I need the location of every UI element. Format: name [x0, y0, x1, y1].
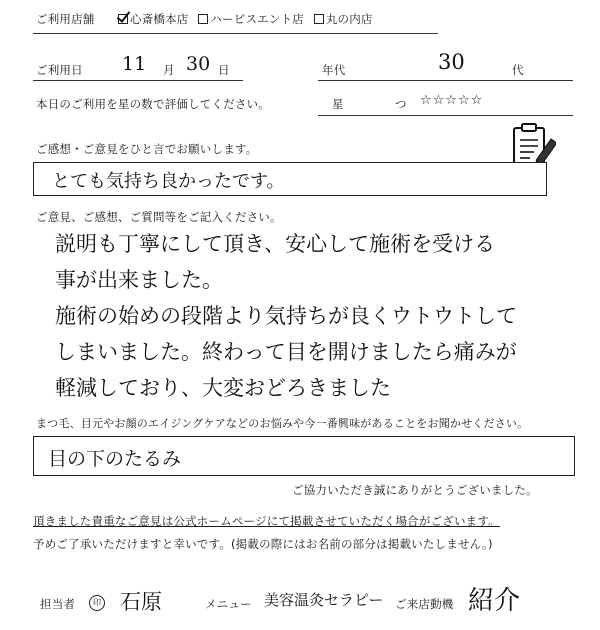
concern-answer: 目の下のたるみ	[48, 448, 182, 470]
motive-label: ご来店動機	[395, 597, 454, 611]
motive-value: 紹介	[468, 586, 521, 616]
day-unit: 日	[218, 63, 230, 77]
staff-name: 石原	[120, 590, 162, 614]
impression-answer: とても気持ち良かったです。	[52, 171, 285, 192]
checkbox-icon[interactable]	[198, 14, 208, 24]
age-unit: 代	[512, 63, 524, 77]
comments-box[interactable]	[33, 224, 573, 406]
checkbox-icon[interactable]	[314, 14, 324, 24]
comment-line: 施術の始めの段階より気持ちが良くウトウトして	[55, 304, 517, 328]
age-value: 30	[438, 50, 465, 74]
seal-icon: 印	[89, 595, 105, 611]
rating-stars: ☆☆☆☆☆	[420, 93, 484, 108]
menu-value: 美容温灸セラピー	[264, 591, 384, 609]
comment-line: しまいました。終わって目を開けましたら痛みが	[55, 340, 517, 364]
visit-day: 30	[186, 53, 211, 75]
store-option-herbis[interactable]	[198, 12, 304, 26]
store-option-shinsaibashi[interactable]	[118, 12, 189, 26]
comment-line: 事が出来ました。	[55, 268, 223, 292]
comment-line: 軽減しており、大変おどろきました	[55, 376, 391, 400]
visit-month: 11	[122, 53, 147, 75]
thanks-message: ご協力いただき誠にありがとうございました。	[292, 483, 538, 497]
store-options	[118, 11, 379, 27]
store-option-label: 丸の内店	[325, 12, 373, 26]
concern-prompt: まつ毛、目元やお顔のエイジングケアなどのお悩みや今一番興味があることをお聞かせください。	[36, 417, 529, 430]
concern-answer-box[interactable]	[33, 436, 575, 476]
notice-line-2: 予めご了承いただけますと幸いです。(掲載の際にはお名前の部分は掲載いたしません。)	[33, 537, 493, 551]
staff-label: 担当者	[40, 597, 76, 611]
menu-label: メニュー	[205, 597, 252, 611]
notice-line-1: 頂きました貴重なご意見は公式ホームページにて掲載させていただく場合がございます。	[33, 514, 500, 528]
impression-answer-box[interactable]	[33, 162, 547, 196]
store-option-label: 心斎橋本店	[130, 12, 189, 26]
rating-count-label: つ	[395, 97, 407, 111]
divider	[33, 33, 438, 34]
comments-prompt: ご意見、ご感想、ご質問等をご記入ください。	[36, 210, 282, 224]
rating-star-label: 星	[332, 97, 344, 111]
checkbox-checked-icon[interactable]	[118, 14, 128, 24]
age-underline	[318, 80, 573, 81]
store-option-marunouchi[interactable]	[314, 12, 373, 26]
date-underline	[33, 80, 243, 81]
store-option-label: ハービスエント店	[210, 12, 304, 26]
rating-prompt: 本日のご利用を星の数で評価してください。	[36, 97, 270, 111]
comment-line: 説明も丁寧にして頂き、安心して施術を受ける	[55, 232, 496, 256]
rating-underline	[318, 115, 573, 116]
store-label: ご利用店舗	[36, 12, 95, 26]
impression-prompt: ご感想・ご意見をひと言でお願いします。	[36, 142, 258, 156]
age-label: 年代	[322, 63, 346, 77]
month-unit: 月	[163, 63, 175, 77]
visit-date-label: ご利用日	[36, 63, 83, 77]
